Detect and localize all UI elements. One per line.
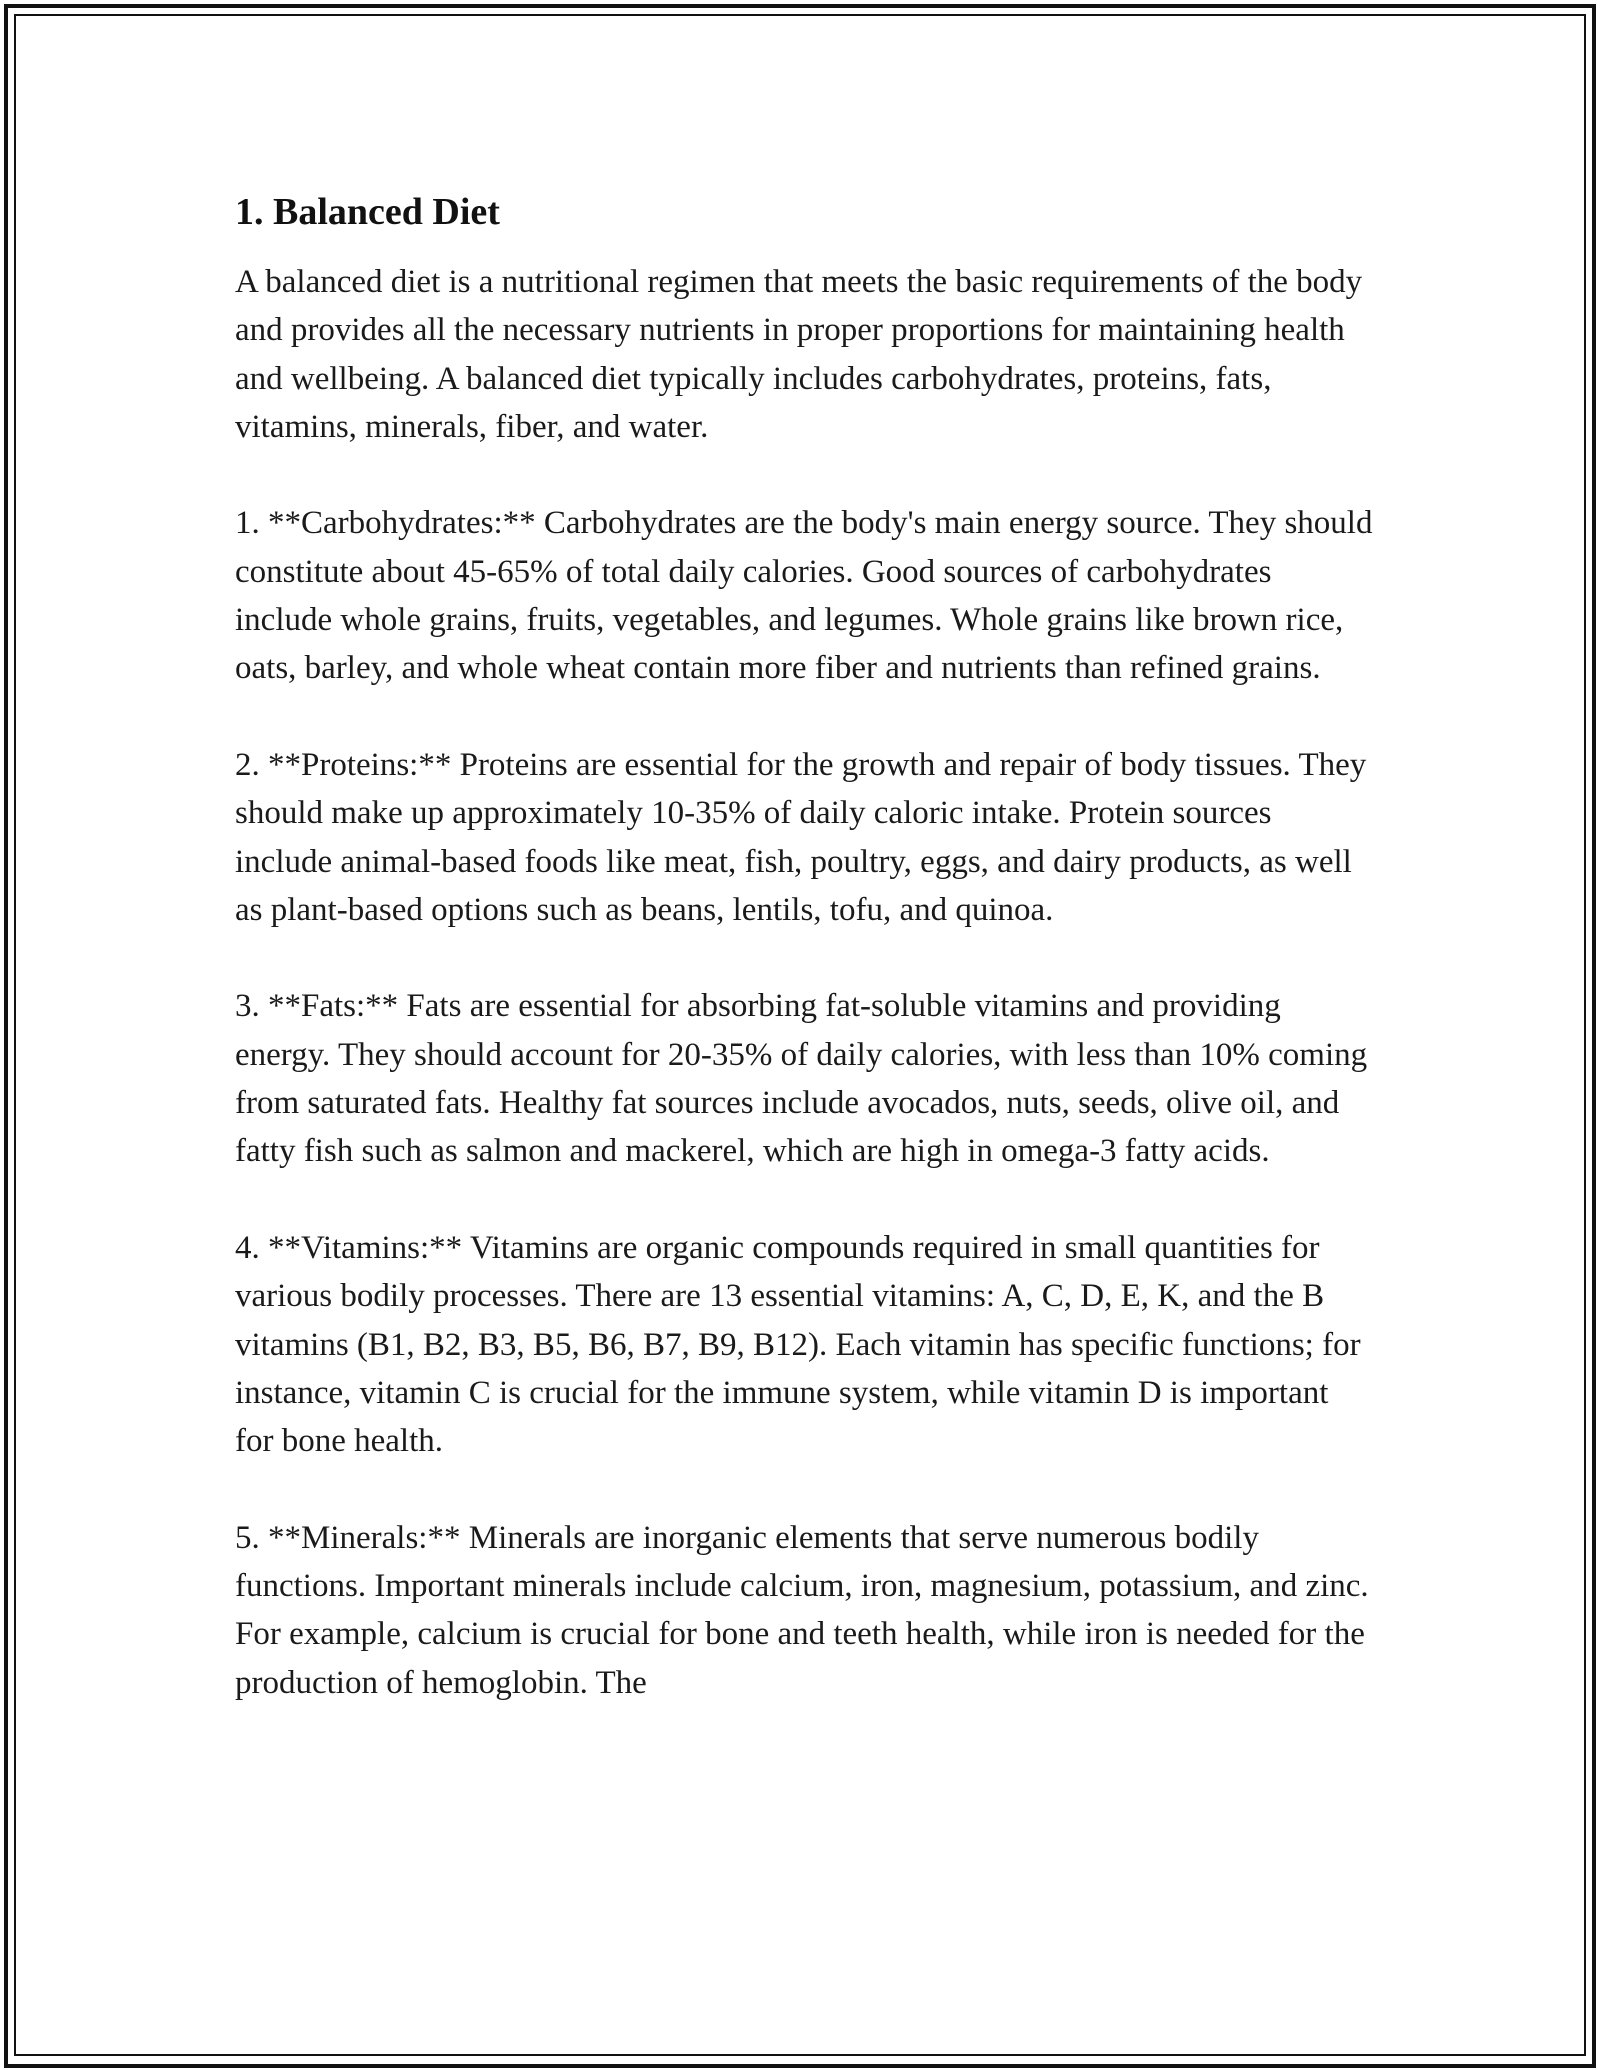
section-title: 1. Balanced Diet [235, 191, 500, 233]
document-body [235, 186, 1375, 1707]
minerals-paragraph: 5. **Minerals:** Minerals are inorganic elements that serve numerous bodily functions. Important minerals include calcium, iron, magnesium, potassium, and zinc. For example, calcium is crucial for bone and teeth health, while iron is needed for the production of hemoglobin. The [235, 1519, 1369, 1701]
carbohydrates-paragraph: 1. **Carbohydrates:** Carbohydrates are the body's main energy source. They should constitute about 45-65% of total daily calories. Good sources of carbohydrates include whole grains, fruits, vegetables, and legumes. Whole grains like brown rice, oats, barley, and whole wheat contain more fiber and nutrients than refined grains. [235, 505, 1373, 687]
vitamins-paragraph: 4. **Vitamins:** Vitamins are organic compounds required in small quantities for various bodily processes. There are 13 essential vitamins: A, C, D, E, K, and the B vitamins (B1, B2, B3, B5, B6, B7, B9, B12). Each vitamin has specific functions; for instance, vitamin C is crucial for the immune system, while vitamin D is important for bone health. [235, 1229, 1361, 1460]
intro-paragraph: A balanced diet is a nutritional regimen that meets the basic requirements of the body and provides all the necessary nutrients in proper proportions for maintaining health and wellbeing. A balanced diet typically includes carbohydrates, proteins, fats, vitamins, minerals, fiber, and water. [235, 264, 1363, 445]
fats-paragraph: 3. **Fats:** Fats are essential for absorbing fat-soluble vitamins and providing energy. They should account for 20-35% of daily calories, with less than 10% coming from saturated fats. Healthy fat sources include avocados, nuts, seeds, olive oil, and fatty fish such as salmon and mackerel, which are high in omega-3 fatty acids. [235, 988, 1368, 1170]
proteins-paragraph: 2. **Proteins:** Proteins are essential for the growth and repair of body tissues. They should make up approximately 10-35% of daily caloric intake. Protein sources include animal-based foods like meat, fish, poultry, eggs, and dairy products, as well as plant-based options such as beans, lentils, tofu, and quinoa. [235, 746, 1367, 928]
